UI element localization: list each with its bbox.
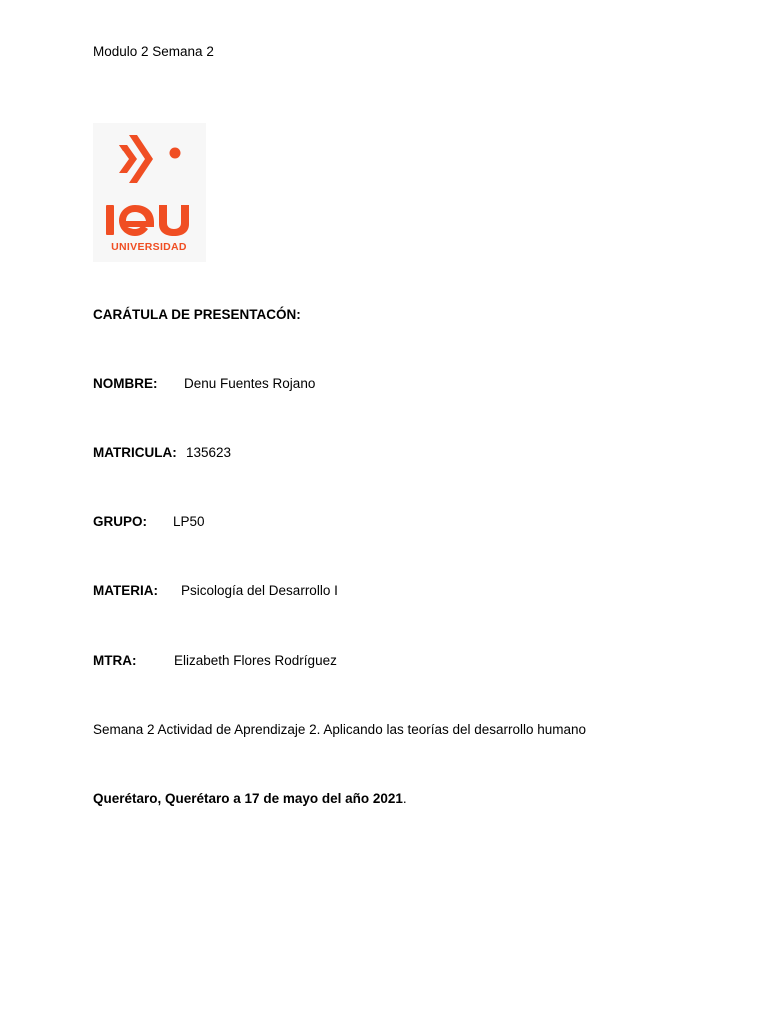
chevron-mark-icon xyxy=(119,135,181,183)
field-nombre xyxy=(93,376,316,392)
field-materia xyxy=(93,583,338,599)
field-grupo xyxy=(93,514,205,530)
field-value: Elizabeth Flores Rodríguez xyxy=(174,653,337,668)
place-date-text: Querétaro, Querétaro a 17 de mayo del año 2021 xyxy=(93,791,403,806)
field-mtra xyxy=(93,653,337,669)
cover-title: CARÁTULA DE PRESENTACÓN: xyxy=(93,307,301,322)
activity-title: Semana 2 Actividad de Aprendizaje 2. Aplicando las teorías del desarrollo humano xyxy=(93,722,587,737)
field-label: MATRICULA: xyxy=(93,445,177,460)
field-value: Psicología del Desarrollo I xyxy=(181,583,338,598)
ieu-universidad-logo xyxy=(93,123,206,262)
place-date-period: . xyxy=(402,791,407,806)
place-date xyxy=(93,791,407,807)
page-header: Modulo 2 Semana 2 xyxy=(93,44,214,59)
field-matricula xyxy=(93,445,232,461)
field-value: 135623 xyxy=(186,445,232,460)
field-value: Denu Fuentes Rojano xyxy=(184,376,316,391)
field-label: MATERIA: xyxy=(93,583,158,598)
ieu-wordmark xyxy=(106,205,189,236)
field-label: GRUPO: xyxy=(93,514,147,529)
field-value: LP50 xyxy=(173,514,205,529)
logo-subtitle: UNIVERSIDAD xyxy=(111,241,187,253)
ieu-logo-graphic xyxy=(93,123,206,262)
field-label: NOMBRE: xyxy=(93,376,158,391)
field-label: MTRA: xyxy=(93,653,137,668)
